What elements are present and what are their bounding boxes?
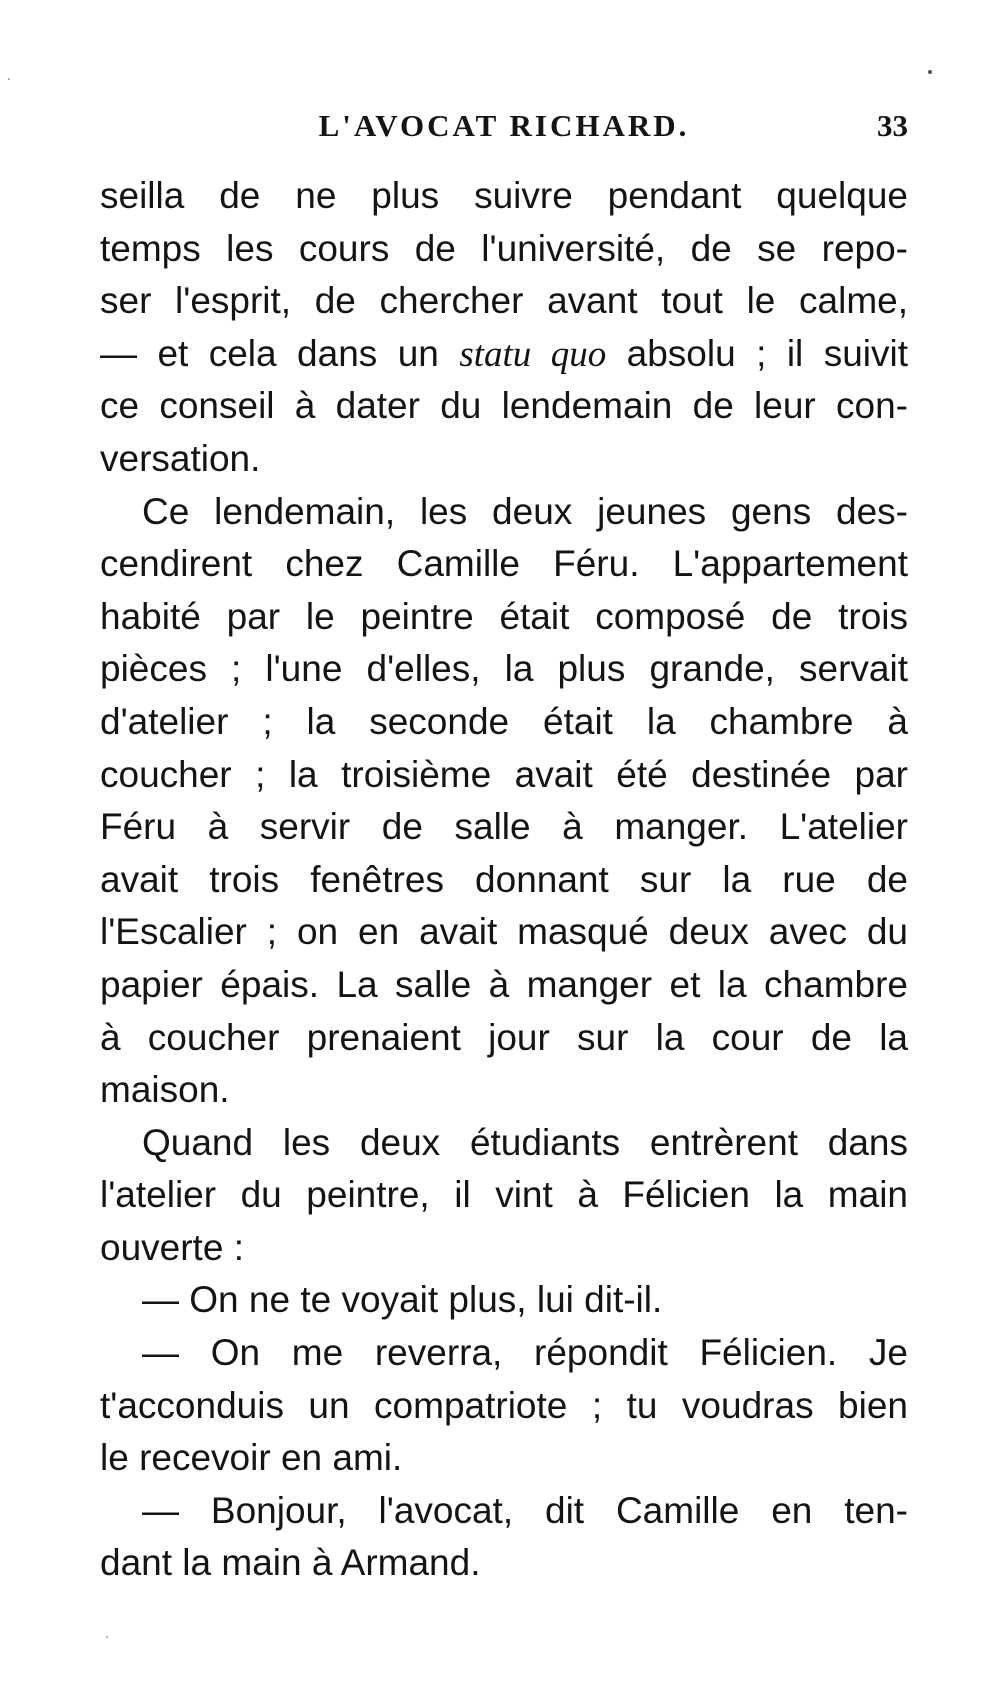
page-header [100, 108, 908, 148]
running-title: L'AVOCAT RICHARD. [318, 108, 690, 143]
text-line [100, 328, 908, 381]
italic-phrase: statu quo [459, 333, 607, 375]
text-line: temps les cours de l'université, de se repo- [100, 227, 908, 269]
dialogue-line: — On ne te voyait plus, lui dit-il. [142, 1279, 663, 1321]
text-line: l'atelier du peintre, il vint à Félicien la main [100, 1174, 908, 1216]
text-line: maison. [100, 1069, 230, 1111]
text-line: versation. [100, 437, 261, 479]
text-line: pièces ; l'une d'elles, la plus grande, servait [100, 648, 908, 690]
text-line: cendirent chez Camille Féru. L'appartement [100, 543, 908, 585]
text-line: t'acconduis un compatriote ; tu voudras bien [100, 1384, 908, 1426]
text-line: coucher ; la troisième avait été destinée par [100, 753, 908, 795]
text-line: dant la main à Armand. [100, 1542, 481, 1584]
page-number: 33 [877, 108, 908, 143]
text-line: avait trois fenêtres donnant sur la rue de [100, 858, 908, 900]
text-line: le recevoir en ami. [100, 1437, 403, 1479]
text-segment: — et cela dans un [100, 332, 439, 374]
text-line: à coucher prenaient jour sur la cour de la [100, 1016, 908, 1058]
dialogue-line: — Bonjour, l'avocat, dit Camille en ten- [142, 1489, 908, 1531]
text-line: ser l'esprit, de chercher avant tout le calme, [100, 280, 908, 322]
text-line: seilla de ne plus suivre pendant quelque [100, 175, 908, 216]
text-segment: absolu ; il suivit [626, 332, 909, 374]
text-line: Quand les deux étudiants entrèrent dans [142, 1121, 908, 1163]
print-speck [928, 70, 932, 74]
text-line: d'atelier ; la seconde était la chambre à [100, 700, 908, 742]
text-line: Ce lendemain, les deux jeunes gens des- [142, 490, 908, 532]
print-speck [106, 1636, 108, 1638]
text-line: Féru à servir de salle à manger. L'atelier [100, 806, 908, 848]
print-speck [8, 78, 10, 80]
text-line: ouverte : [100, 1226, 244, 1268]
text-line: l'Escalier ; on en avait masqué deux avec du [100, 911, 908, 953]
text-line: habité par le peintre était composé de trois [100, 595, 908, 637]
body-text [100, 170, 908, 1590]
text-line: ce conseil à dater du lendemain de leur con- [100, 385, 908, 427]
text-line: papier épais. La salle à manger et la chambre [100, 963, 908, 1005]
dialogue-line: — On me reverra, répondit Félicien. Je [142, 1332, 908, 1374]
